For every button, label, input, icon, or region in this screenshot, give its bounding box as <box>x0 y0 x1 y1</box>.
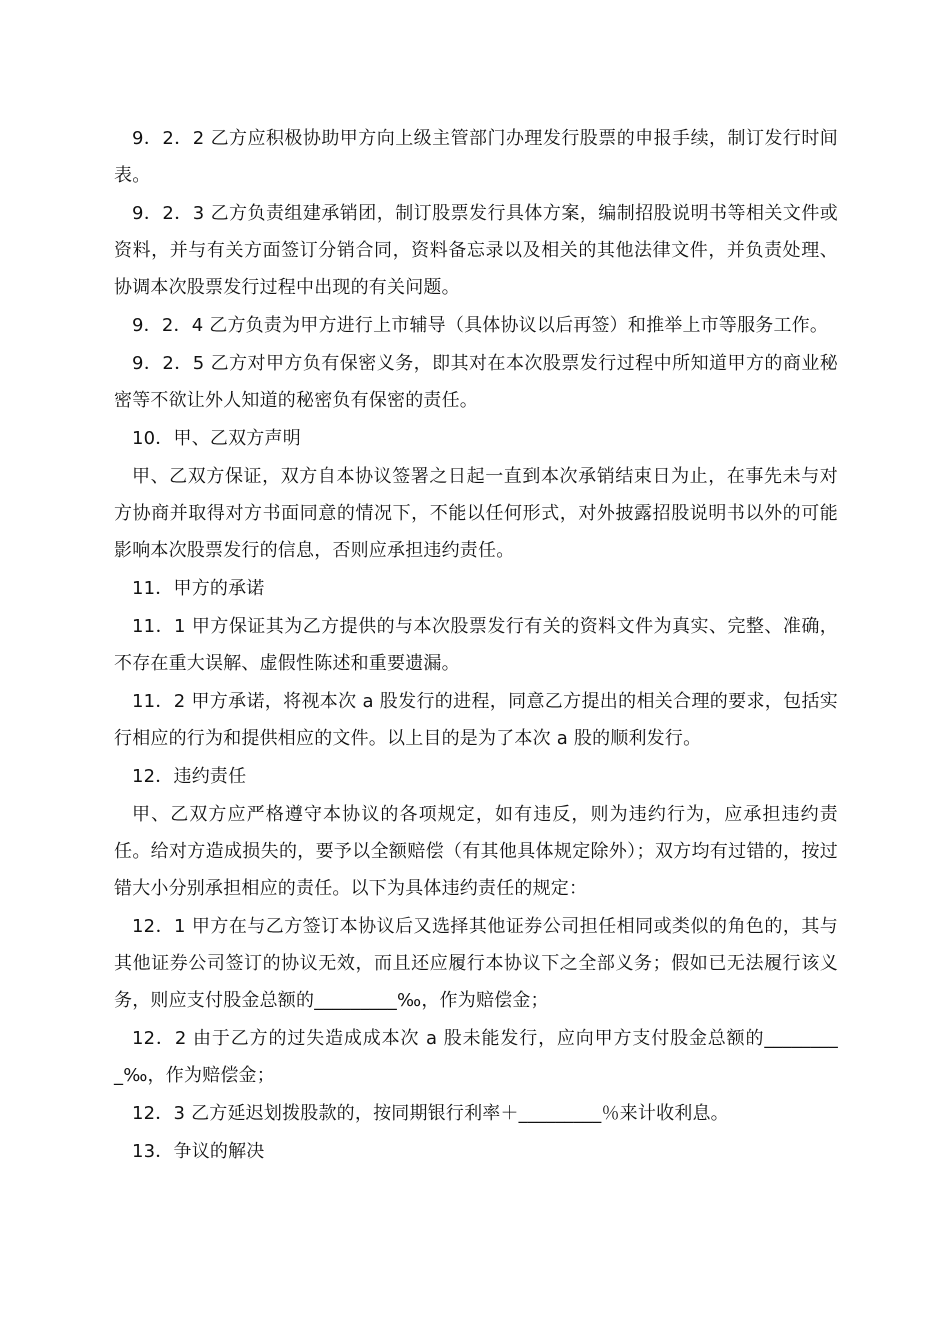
section-12-body: 甲、乙双方应严格遵守本协议的各项规定，如有违反，则为违约行为，应承担违约责任。给对方造成损失的，要予以全额赔偿（有其他具体规定除外）；双方均有过错的，按过错大小分别承担相应的责任。以下为具体违约责任的规定： <box>114 804 838 899</box>
clause-9-2-4: 9．2．4 乙方负责为甲方进行上市辅导（具体协议以后再签）和推举上市等服务工作。 <box>132 315 829 336</box>
section-heading-11: 11．甲方的承诺 <box>132 578 265 599</box>
section-heading-10: 10．甲、乙双方声明 <box>132 428 301 449</box>
document-body <box>114 120 838 1171</box>
section-heading-13: 13．争议的解决 <box>132 1141 265 1162</box>
clause-9-2-3: 9．2．3 乙方负责组建承销团，制订股票发行具体方案，编制招股说明书等相关文件或资料，并与有关方面签订分销合同，资料备忘录以及相关的其他法律文件，并负责处理、协调本次股票发行过程中出现的有关问题。 <box>114 203 838 298</box>
clause-12-2: 12．2 由于乙方的过失造成成本次 a 股未能发行，应向甲方支付股金总额的_________‰，作为赔偿金； <box>114 1028 838 1086</box>
section-heading-12: 12．违约责任 <box>132 766 247 787</box>
clause-11-2: 11．2 甲方承诺，将视本次 a 股发行的进程，同意乙方提出的相关合理的要求，包括实行相应的行为和提供相应的文件。以上目的是为了本次 a 股的顺利发行。 <box>114 691 838 749</box>
clause-12-1: 12．1 甲方在与乙方签订本协议后又选择其他证券公司担任相同或类似的角色的，其与其他证券公司签订的协议无效，而且还应履行本协议下之全部义务；假如已无法履行该义务，则应支付股金总额的_________‰，作为赔偿金； <box>114 916 838 1011</box>
section-10-body: 甲、乙双方保证，双方自本协议签署之日起一直到本次承销结束日为止，在事先未与对方协商并取得对方书面同意的情况下，不能以任何形式，对外披露招股说明书以外的可能影响本次股票发行的信息，否则应承担违约责任。 <box>114 466 838 561</box>
clause-12-3: 12．3 乙方延迟划拨股款的，按同期银行利率＋_________％来计收利息。 <box>132 1103 729 1124</box>
clause-9-2-5: 9．2．5 乙方对甲方负有保密义务，即其对在本次股票发行过程中所知道甲方的商业秘密等不欲让外人知道的秘密负有保密的责任。 <box>114 353 838 411</box>
clause-11-1: 11．1 甲方保证其为乙方提供的与本次股票发行有关的资料文件为真实、完整、准确，不存在重大误解、虚假性陈述和重要遗漏。 <box>114 616 838 674</box>
clause-9-2-2: 9．2．2 乙方应积极协助甲方向上级主管部门办理发行股票的申报手续，制订发行时间表。 <box>114 128 838 186</box>
